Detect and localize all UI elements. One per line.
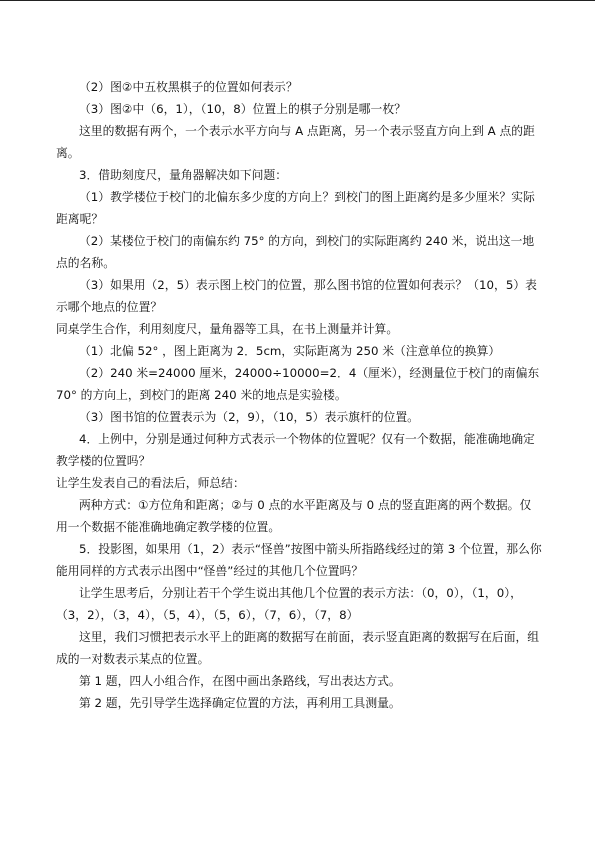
paragraph-two-data-explanation: 这里的数据有两个，一个表示水平方向与 A 点距离，另一个表示竖直方向上到 A 点的距离。 bbox=[56, 124, 535, 160]
paragraph-answer-1: （1）北偏 52° ，图上距离为 2．5cm，实际距离为 250 米（注意单位的换算） bbox=[79, 344, 501, 358]
paragraph-q3-piece-positions: （3）图②中（6，1），（10，8）位置上的棋子分别是哪一枚？ bbox=[79, 102, 406, 116]
paragraph-teacher-summary-intro: 让学生发表自己的看法后，师总结： bbox=[56, 476, 245, 490]
paragraph-item-5: 5．投影图，如果用（1，2）表示“怪兽”按图中箭头所指路线经过的第 3 个位置，那么你能用同样的方式表示出图中“怪兽”经过的其他几个位置吗？ bbox=[56, 542, 542, 578]
paragraph-student-answers: 让学生思考后，分别让若干个学生说出其他几个位置的表示方法：（0，0），（1，0），（3，2），（3，4），（5，4），（5，6），（7，6），（7，8） bbox=[56, 586, 522, 622]
paragraph-item-3-q2: （2）某楼位于校门的南偏东约 75° 的方向，到校门的实际距离约 240 米，说出这一地点的名称。 bbox=[56, 234, 535, 270]
paragraph-q2-black-pieces: （2）图②中五枚黑棋子的位置如何表示？ bbox=[79, 80, 298, 94]
paragraph-item-3-heading: 3．借助刻度尺，量角器解决如下问题： bbox=[79, 168, 288, 182]
paragraph-teacher-summary: 两种方式：①方位角和距离；②与 0 点的水平距离及与 0 点的竖直距离的两个数据。仅用一个数据不能准确地确定教学楼的位置。 bbox=[56, 498, 532, 534]
paragraph-coordinate-convention: 这里，我们习惯把表示水平上的距离的数据写在前面，表示竖直距离的数据写在后面，组成的一对数表示某点的位置。 bbox=[56, 630, 540, 666]
paragraph-item-4: 4．上例中，分别是通过何种方式表示一个物体的位置呢？仅有一个数据，能准确地确定教学楼的位置吗？ bbox=[56, 432, 535, 468]
paragraph-item-3-q1: （1）教学楼位于校门的北偏东多少度的方向上？到校门的图上距离约是多少厘米？实际距离呢？ bbox=[56, 190, 535, 226]
paragraph-answer-2: （2）240 米=24000 厘米，24000÷10000=2．4（厘米），经测量位于校门的南偏东 70° 的方向上，到校门的距离 240 米的地点是实验楼。 bbox=[56, 366, 540, 402]
document-body bbox=[56, 76, 542, 714]
page-top-border bbox=[0, 0, 595, 1]
paragraph-item-3-q3: （3）如果用（2，5）表示图上校门的位置，那么图书馆的位置如何表示？（10，5）表示哪个地点的位置？ bbox=[56, 278, 537, 314]
paragraph-exercise-2: 第 2 题，先引导学生选择确定位置的方法，再利用工具测量。 bbox=[79, 696, 401, 710]
paragraph-partner-work: 同桌学生合作，利用刻度尺，量角器等工具，在书上测量并计算。 bbox=[56, 322, 399, 336]
paragraph-answer-3: （3）图书馆的位置表示为（2，9），（10，5）表示旗杆的位置。 bbox=[79, 410, 419, 424]
paragraph-exercise-1: 第 1 题，四人小组合作，在图中画出条路线，写出表达方式。 bbox=[79, 674, 401, 688]
